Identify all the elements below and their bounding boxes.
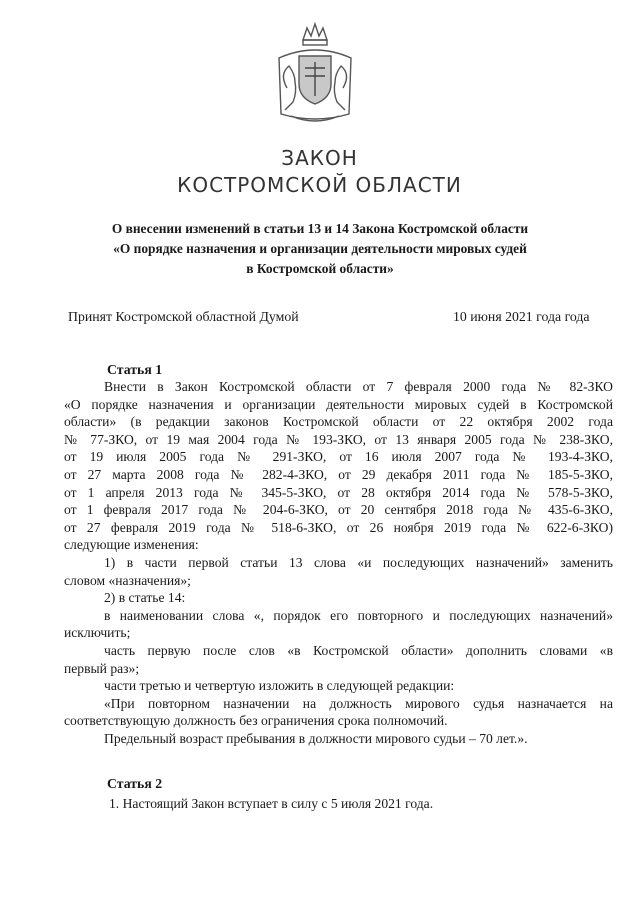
subtitle-line: О внесении изменений в статьи 13 и 14 Закона Костромской области xyxy=(111,221,529,236)
text-line: словом «назначения»; xyxy=(64,572,191,588)
text-line: области» (в редакции законов Костромской области от 22 октября 2002 года xyxy=(64,414,613,430)
text-line: Внести в Закон Костромской области от 7 февраля 2000 года № 82-ЗКО xyxy=(104,379,613,394)
text-line: 1) в части первой статьи 13 слова «и последующих назначений» заменить xyxy=(104,554,613,570)
region-title: КОСТРОМСКОЙ ОБЛАСТИ xyxy=(177,173,462,197)
text-line: 2) в статье 14: xyxy=(104,590,186,606)
text-line: части третью и четвертую изложить в следующей редакции: xyxy=(104,678,455,694)
article-1-heading: Статья 1 xyxy=(107,362,163,377)
text-line: исключить; xyxy=(64,625,131,641)
text-line: Предельный возраст пребывания в должности мирового судьи – 70 лет.». xyxy=(104,730,528,746)
article-1-body xyxy=(64,378,613,747)
text-line: от 1 апреля 2013 года № 345-5-ЗКО, от 28 октября 2014 года № 578-5-ЗКО, xyxy=(64,484,613,500)
text-line: от 19 июля 2005 года № 291-ЗКО, от 16 июля 2007 года № 193-4-ЗКО, xyxy=(64,449,613,465)
subtitle-line: в Костромской области» xyxy=(246,261,394,276)
article-2-heading: Статья 2 xyxy=(107,776,163,791)
text-line: от 27 февраля 2019 года № 518-6-ЗКО, от 26 ноября 2019 года № 622-6-ЗКО) xyxy=(64,519,613,535)
text-line: от 1 февраля 2017 года № 204-6-ЗКО, от 20 сентября 2018 года № 435-6-ЗКО, xyxy=(64,502,613,518)
text-line: первый раз»; xyxy=(64,660,140,676)
article-2-text: 1. Настоящий Закон вступает в силу с 5 июля 2021 года. xyxy=(109,796,434,811)
text-line: в наименовании слова «, порядок его повторного и последующих назначений» xyxy=(104,607,613,623)
text-line: «О порядке назначения и организации деятельности мировых судей в Костромской xyxy=(64,396,613,412)
text-line: соответствующую должность без ограничения срока полномочий. xyxy=(64,713,448,729)
adopted-by: Принят Костромской областной Думой xyxy=(68,309,299,324)
text-line: «При повторном назначении на должность мирового судья назначается на xyxy=(104,695,613,711)
text-line: № 77-ЗКО, от 19 мая 2004 года № 193-ЗКО, от 13 января 2005 года № 238-ЗКО, xyxy=(64,431,613,447)
law-title: ЗАКОН xyxy=(281,146,358,170)
subtitle-line: «О порядке назначения и организации деятельности мировых судей xyxy=(113,241,527,256)
text-line: часть первую после слов «в Костромской области» дополнить словами «в xyxy=(104,642,613,658)
law-subtitle xyxy=(60,219,580,279)
text-line: следующие изменения: xyxy=(64,537,199,553)
coat-of-arms-emblem xyxy=(265,18,365,128)
text-line: от 27 марта 2008 года № 282-4-ЗКО, от 29 декабря 2011 года № 185-5-ЗКО, xyxy=(64,466,613,482)
adopted-date: 10 июня 2021 года года xyxy=(453,309,590,324)
